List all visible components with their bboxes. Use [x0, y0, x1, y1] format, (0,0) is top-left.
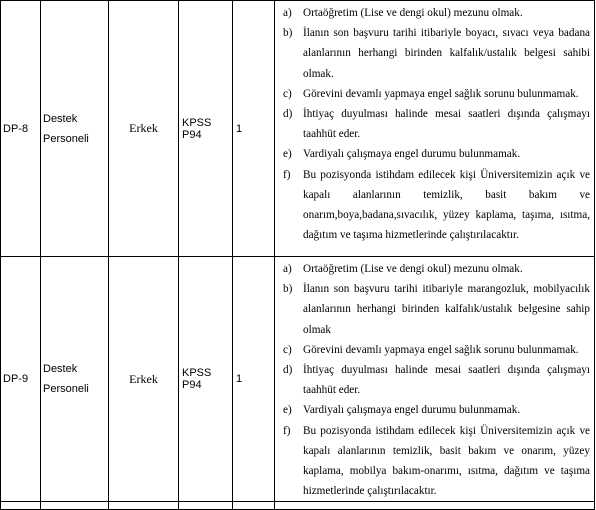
empty-cell: [1, 502, 41, 510]
list-item-label: b): [283, 27, 293, 40]
position-count: 1: [233, 1, 275, 257]
list-item: [280, 259, 590, 279]
list-item-text: İlanın son başvuru tarihi itibariyle boyacı, sıvacı veya badana alanlarının herhangi birinden kalfalık/ustalık belgesi sahibi olmak.: [303, 27, 590, 80]
list-item-text: İhtiyaç duyulması halinde mesai saatleri dışında çalışmayı taahhüt eder.: [303, 108, 590, 141]
list-item: [280, 279, 590, 340]
list-item-text: Vardiyalı çalışmaya engel durumu bulunmamak.: [303, 404, 521, 417]
list-item-label: b): [283, 283, 293, 296]
list-item-label: f): [283, 168, 291, 181]
list-item: [280, 3, 590, 23]
empty-cell: [109, 502, 179, 510]
list-item: [280, 104, 590, 144]
list-item: [280, 144, 590, 164]
list-item: [280, 360, 590, 400]
position-title: Destek Personeli: [41, 1, 109, 257]
requirements-cell: [275, 1, 595, 257]
exam-score-type: KPSS P94: [179, 257, 233, 502]
table-row-partial: [1, 502, 595, 510]
empty-cell: [41, 502, 109, 510]
list-item-text: Ortaöğretim (Lise ve dengi okul) mezunu olmak.: [303, 263, 523, 275]
list-item-text: Ortaöğretim (Lise ve dengi okul) mezunu olmak.: [303, 7, 523, 19]
gender-cell: Erkek: [109, 257, 179, 502]
position-title: Destek Personeli: [41, 257, 109, 502]
list-item-text: Bu pozisyonda istihdam edilecek kişi Üniversitemizin açık ve kapalı alanlarının temizlik, basit bakım ve onarım,boya,badana,sıvacılık, yüzey kaplama, taşıma, ısıtma, dağıtım ve taşıma hizmetlerinde çalıştırılacaktır.: [303, 168, 590, 242]
position-count: 1: [233, 257, 275, 502]
list-item: [280, 23, 590, 84]
requirements-list: [280, 259, 590, 501]
list-item-label: c): [283, 343, 292, 356]
list-item: [280, 84, 590, 104]
requirements-cell: [275, 257, 595, 502]
list-item-text: Görevini devamlı yapmaya engel sağlık sorunu bulunmamak.: [303, 87, 579, 100]
list-item-text: Görevini devamlı yapmaya engel sağlık sorunu bulunmamak.: [303, 343, 579, 356]
list-item-text: Vardiyalı çalışmaya engel durumu bulunmamak.: [303, 148, 521, 161]
list-item: [280, 421, 590, 502]
table-row: [1, 1, 595, 257]
position-code: DP-8: [1, 1, 41, 257]
exam-score-type: KPSS P94: [179, 1, 233, 257]
list-item-label: d): [283, 364, 293, 377]
list-item-label: a): [283, 7, 292, 19]
empty-cell: [233, 502, 275, 510]
table-row: [1, 257, 595, 502]
list-item-label: e): [283, 404, 292, 417]
requirements-list: [280, 3, 590, 245]
list-item-label: c): [283, 87, 292, 100]
position-code: DP-9: [1, 257, 41, 502]
list-item-text: Bu pozisyonda istihdam edilecek kişi Üniversitemizin açık ve kapalı alanlarının temizlik, basit bakım ve onarım, yüzey kaplama, mobilya bakım-onarımı, ısıtma, dağıtım ve taşıma hizmetlerinde çalıştırılacaktır.: [303, 424, 590, 498]
list-item-text: İlanın son başvuru tarihi itibariyle marangozluk, mobilyacılık alanlarının herhangi birinden kalfalık/ustalık belgesine sahip olmak: [303, 283, 590, 336]
empty-cell: [179, 502, 233, 510]
list-item: [280, 165, 590, 246]
list-item-label: f): [283, 424, 291, 437]
gender-cell: Erkek: [109, 1, 179, 257]
list-item-label: e): [283, 148, 292, 161]
list-item: [280, 400, 590, 420]
list-item-label: a): [283, 263, 292, 275]
list-item: [280, 340, 590, 360]
empty-cell: [275, 502, 595, 510]
list-item-text: İhtiyaç duyulması halinde mesai saatleri dışında çalışmayı taahhüt eder.: [303, 364, 590, 397]
list-item-label: d): [283, 108, 293, 121]
